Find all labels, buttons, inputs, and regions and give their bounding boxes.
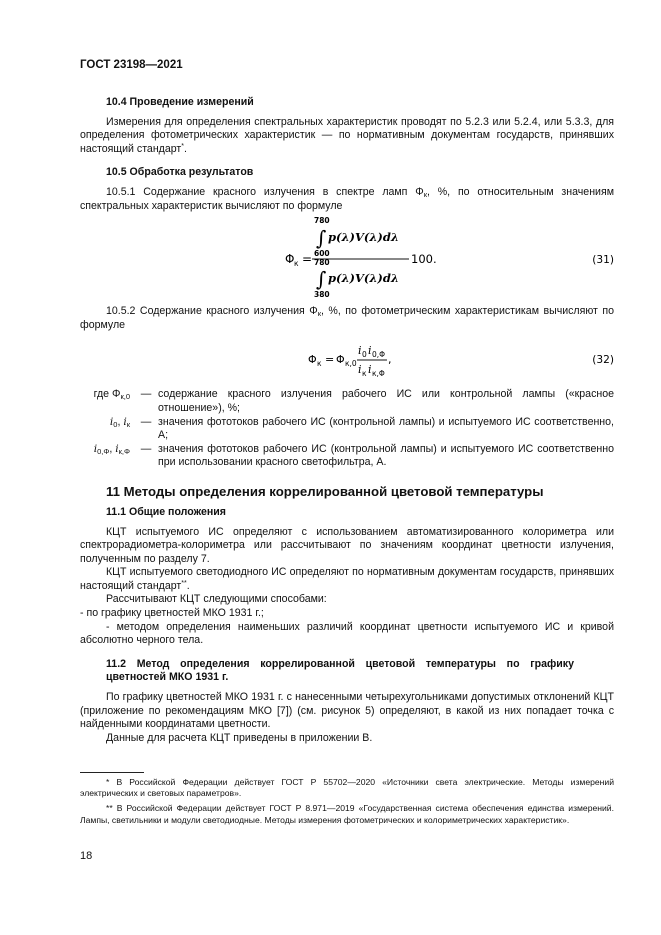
formula-31 [80, 215, 614, 299]
formula-32-number: (32) [592, 354, 614, 367]
section-10-4-text: Измерения для определения спектральных характеристик проводят по 5.2.3 или 5.2.4, или 5.3.3, для определения фотометрических характеристик — по нормативным документам государств, принявших настоящий стандарт*. [80, 115, 614, 155]
definition-dash: — [140, 388, 152, 401]
definition-row [80, 388, 614, 415]
formula-32-rhs: Φ [336, 353, 345, 367]
definition-symbol: $i_0$, $i_к$ [109, 415, 130, 429]
formula-32-equals: = [325, 353, 335, 367]
formula-32-den-i1: i [358, 363, 362, 377]
definition-text: значения фототоков рабочего ИС (контрольной лампы) и испытуемого ИС соответственно, А; [158, 415, 614, 442]
formula-32 [80, 338, 614, 382]
section-11-1-paragraph-2: КЦТ испытуемого светодиодного ИС определяют по нормативным документам государств, принявших настоящий стандарт**. [80, 566, 614, 592]
formula-31-equals: = [302, 252, 313, 267]
definition-text: содержание красного излучения рабочего ИС или контрольной лампы («красное отношение»), %; [158, 388, 614, 414]
main-content [80, 96, 614, 745]
page-number: 18 [80, 850, 93, 862]
definition-symbol: $i_{0,\Phi}$, $i_{к,\Phi}$ [93, 442, 130, 456]
document-id: ГОСТ 23198—2021 [80, 59, 183, 71]
definition-symbol: где $\Phi_{к,0}$ [93, 388, 130, 402]
formula-31-integrand-2: p(λ)V(λ)dλ [328, 271, 399, 286]
formula-32-num-i2: i [368, 344, 372, 358]
definitions-table [80, 388, 614, 470]
section-11-2-paragraph-1: По графику цветностей МКО 1931 г. с нанесенными четырехугольниками допустимых отклонений КЦТ (приложение по рекомендациям МКО [7]) (см. рисунок 5) определяют, в какой из них попадает точка с найденными координатами цветности. [80, 691, 614, 731]
formula-31-lower-limit-2: 380 [314, 290, 330, 300]
footnote-separator [80, 772, 144, 773]
section-11-2-paragraph-2: Данные для расчета КЦТ приведены в приложении В. [106, 731, 373, 744]
formula-31-upper-limit-1: 780 [314, 216, 330, 226]
formula-31-multiplier: 100. [411, 252, 437, 267]
formula-31-graphic [80, 215, 614, 299]
formula-32-rhs-sub: к,0 [345, 359, 357, 369]
formula-32-lhs: Φ [308, 353, 317, 367]
formula-32-den-i2-sub: к,Φ [372, 369, 385, 379]
definition-dash: — [140, 442, 152, 455]
definition-text: значения фототоков рабочего ИС (контрольной лампы) и испытуемого ИС соответственно при использовании красного светофильтра, А. [158, 442, 614, 469]
formula-32-den-i2: i [368, 363, 372, 377]
section-11-2-heading: 11.2 Метод определения коррелированной цветовой температуры по графику цветностей МКО 1931 г. [106, 657, 574, 684]
definition-row [80, 416, 614, 443]
formula-32-den-i1-sub: к [362, 369, 367, 379]
section-11-1-paragraph-3: Рассчитывают КЦТ следующими способами: [106, 593, 327, 606]
definition-dash: — [140, 415, 152, 428]
formula-32-lhs-sub: к [317, 359, 322, 369]
formula-32-num-i1: i [358, 344, 362, 358]
footnote-2: ** В Российской Федерации действует ГОСТ Р 8.971—2019 «Государственная система обеспечения единства измерений. Лампы, светильники и модули светодиодные. Методы измерения фотометрических и колориметрических характеристик». [80, 803, 614, 825]
formula-31-lhs: Φ [285, 252, 295, 267]
paragraph-10-5-2: 10.5.2 Содержание красного излучения $\Phi_к$, %, по фотометрическим характеристикам вычисляют по формуле [80, 305, 614, 331]
paragraph-10-5-1: 10.5.1 Содержание красного излучения в спектре ламп $\Phi_к$, %, по относительным значениям спектральных характеристик вычисляют по формуле [80, 185, 614, 212]
section-11-1-paragraph-1: КЦТ испытуемого ИС определяют с использованием автоматизированного колориметра или спектрорадиометра-колориметра или рассчитывают по значениям координат цветности излучения, полученным по разделу 7. [80, 525, 614, 565]
section-11-1-list-item-2: - методом определения наименьших различий координат цветности испытуемого ИС и кривой абсолютно черного тела. [80, 620, 614, 647]
section-11-1-list-item-1: - по графику цветностей МКО 1931 г.; [80, 607, 264, 620]
footnotes [80, 777, 614, 830]
formula-31-integral-1: ∫ [316, 226, 327, 251]
section-11-1-heading: 11.1 Общие положения [106, 505, 226, 518]
footnote-1: * В Российской Федерации действует ГОСТ Р 55702—2020 «Источники света электрические. Методы измерений электрических и световых параметров». [80, 777, 615, 799]
formula-31-upper-limit-2: 780 [314, 258, 330, 268]
formula-31-number: (31) [592, 254, 614, 267]
section-11-heading: 11 Методы определения коррелированной цветовой температуры [106, 483, 544, 499]
formula-31-integral-2: ∫ [316, 267, 327, 292]
section-10-5-heading: 10.5 Обработка результатов [106, 166, 254, 179]
formula-31-lower-limit-1: 600 [314, 249, 330, 259]
formula-31-lhs-sub: к [294, 259, 299, 269]
section-10-4-heading: 10.4 Проведение измерений [106, 96, 254, 108]
formula-32-tail: , [388, 353, 392, 367]
formula-32-graphic [80, 338, 614, 382]
formula-32-num-i1-sub: 0 [362, 350, 367, 360]
formula-32-num-i2-sub: 0,Φ [372, 350, 386, 360]
definition-row [80, 443, 614, 470]
formula-31-integrand-1: p(λ)V(λ)dλ [328, 230, 399, 245]
